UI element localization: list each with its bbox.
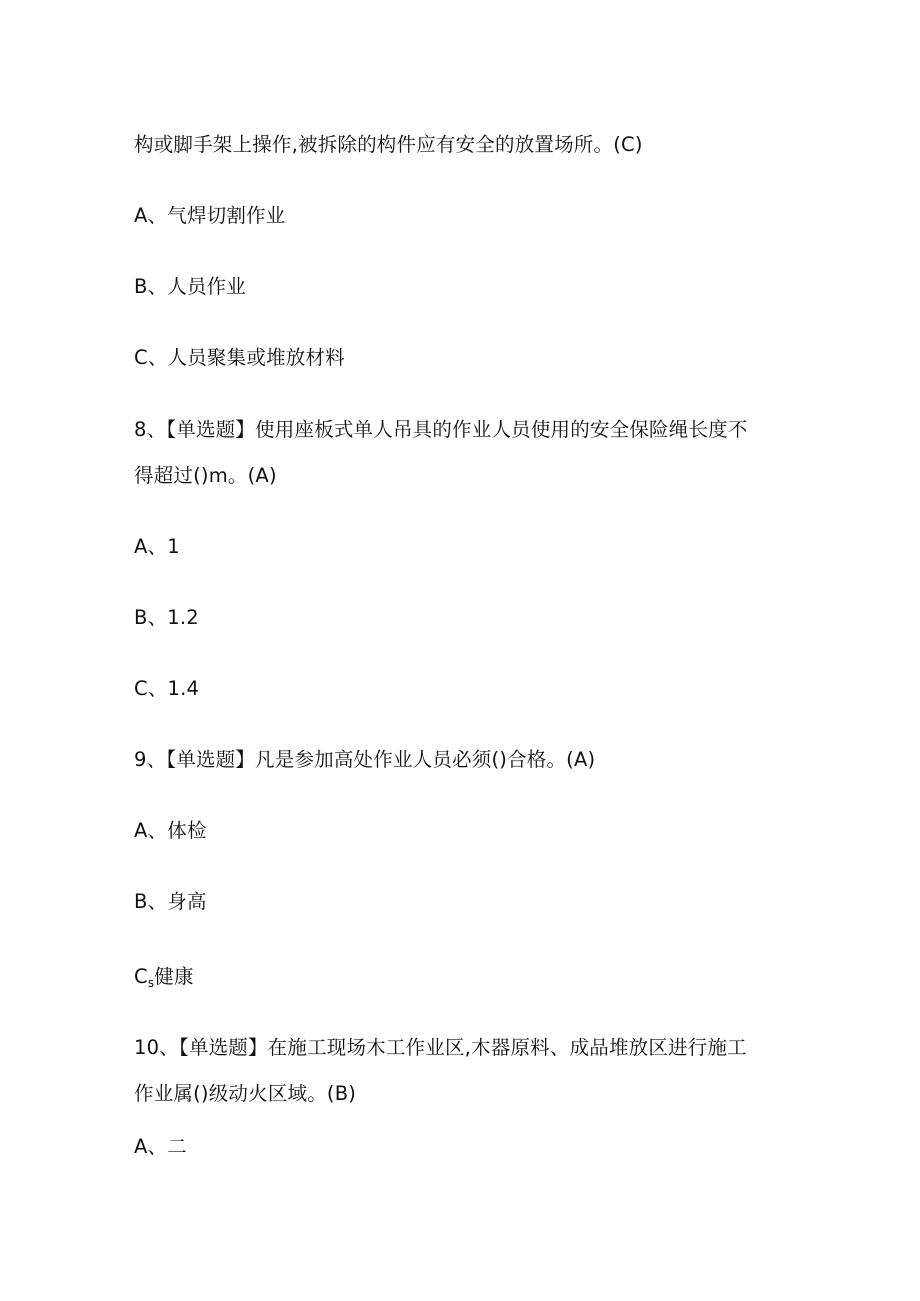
option-b: B、身高	[134, 890, 207, 913]
question-10-text: 10、【单选题】在施工现场木工作业区,木器原料、成品堆放区进行施工	[134, 1036, 747, 1059]
question-10-text-continuation: 作业属()级动火区域。(B)	[134, 1082, 357, 1105]
option-c-text: 健康	[154, 965, 194, 988]
option-c: C、人员聚集或堆放材料	[134, 346, 345, 369]
option-c-letter: C	[134, 965, 148, 988]
question-8-text-continuation: 得超过()m。(A)	[134, 464, 277, 487]
option-c	[134, 963, 194, 997]
question-9-text: 9、【单选题】凡是参加高处作业人员必须()合格。(A)	[134, 748, 596, 771]
option-a: A、1	[134, 535, 180, 558]
option-a: A、二	[134, 1135, 187, 1158]
option-a: A、气焊切割作业	[134, 204, 286, 227]
question-8-text: 8、【单选题】使用座板式单人吊具的作业人员使用的安全保险绳长度不	[134, 418, 748, 441]
option-c-subscript: s	[147, 976, 155, 990]
option-a: A、体检	[134, 819, 207, 842]
question-7-continuation: 构或脚手架上操作,被拆除的构件应有安全的放置场所。(C)	[134, 133, 643, 156]
option-b: B、1.2	[134, 606, 199, 629]
option-c: C、1.4	[134, 677, 200, 700]
option-b: B、人员作业	[134, 275, 247, 298]
